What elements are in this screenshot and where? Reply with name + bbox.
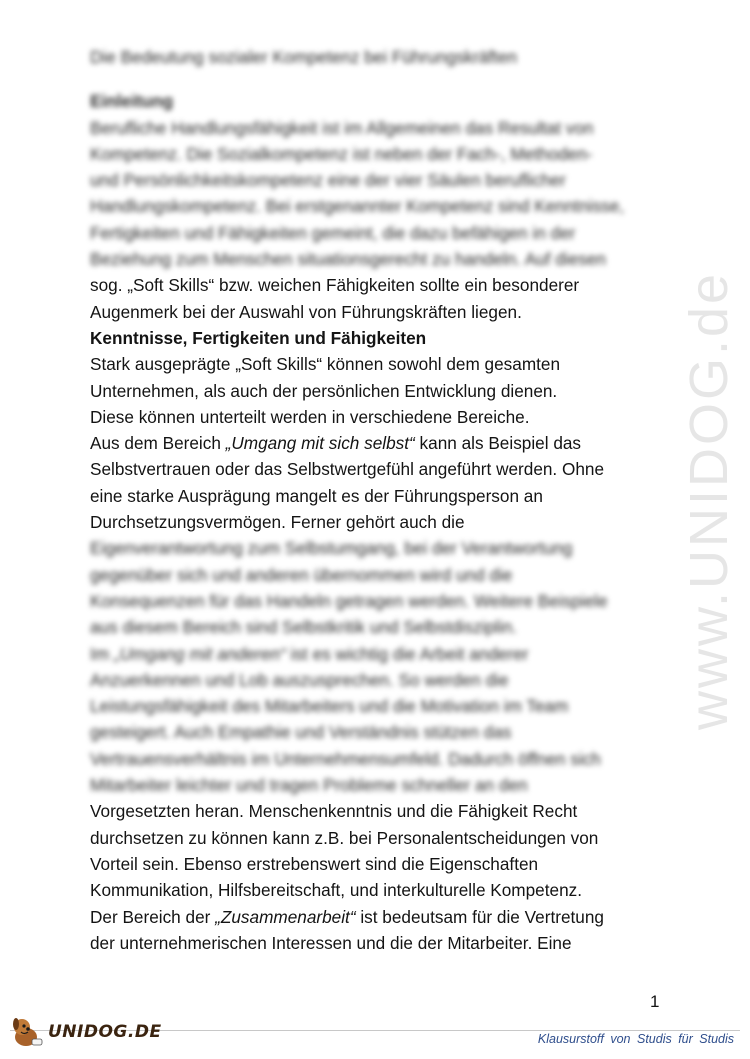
line-text: Konsequenzen für das Handeln getragen werden. Weitere Beispiele — [90, 590, 608, 611]
section-heading: Einleitung — [90, 91, 174, 112]
paragraph-line — [90, 141, 660, 167]
paragraph-line — [90, 746, 660, 772]
line-text: gegenüber sich und anderen übernommen wird und die — [90, 564, 513, 585]
paragraph-line — [90, 509, 660, 535]
paragraph-line — [90, 825, 660, 851]
line-text: Mitarbeiter leichter und tragen Probleme schneller an den — [90, 775, 528, 796]
emphasized-term: „Umgang mit anderen“ — [113, 643, 286, 664]
document-title: Die Bedeutung sozialer Kompetenz bei Führungskräften — [90, 47, 518, 67]
paragraph-line — [90, 299, 660, 325]
paragraph-line — [90, 798, 660, 824]
paragraph-line — [90, 772, 660, 798]
paragraph-line — [90, 719, 660, 745]
line-text: durchsetzen zu können kann z.B. bei Personalentscheidungen von — [90, 827, 599, 848]
paragraph-line — [90, 378, 660, 404]
emphasized-term: „Umgang mit sich selbst“ — [225, 433, 415, 454]
paragraph-line — [90, 614, 660, 640]
paragraph-line — [90, 193, 660, 219]
watermark: www.UNIDOG.de — [679, 270, 739, 730]
paragraph-line — [90, 220, 660, 246]
page-number: 1 — [650, 992, 660, 1011]
emphasized-term: „Zusammenarbeit“ — [215, 906, 356, 927]
line-text: Stark ausgeprägte „Soft Skills“ können sowohl dem gesamten — [90, 354, 561, 375]
paragraph-line — [90, 851, 660, 877]
line-text: aus diesem Bereich sind Selbstkritik und Selbstdisziplin. — [90, 617, 518, 638]
line-text: Vorgesetzten heran. Menschenkenntnis und die Fähigkeit Recht — [90, 801, 578, 822]
line-text: Diese können unterteilt werden in verschiedene Bereiche. — [90, 406, 530, 427]
paragraph-line — [90, 667, 660, 693]
line-text: Augenmerk bei der Auswahl von Führungskräften liegen. — [90, 301, 522, 322]
line-text: und Persönlichkeitskompetenz eine der vier Säulen beruflicher — [90, 170, 566, 191]
paragraph-line — [90, 456, 660, 482]
line-text: Berufliche Handlungsfähigkeit ist im Allgemeinen das Resultat von — [90, 117, 594, 138]
line-text: Leistungsfähigkeit des Mitarbeiters und die Motivation im Team — [90, 696, 569, 717]
paragraph-line — [90, 930, 660, 956]
logo-text: UNIDOG.DE — [48, 1022, 162, 1042]
paragraph-line — [90, 877, 660, 903]
unidog-logo — [8, 1015, 162, 1049]
line-text: Durchsetzungsvermögen. Ferner gehört auch die — [90, 512, 465, 533]
line-text: Aus dem Bereich — [90, 433, 226, 454]
line-text: Handlungskompetenz. Bei erstgenannter Kompetenz sind Kenntnisse, — [90, 196, 625, 217]
line-text-continued: ist es wichtig die Arbeit anderer — [285, 643, 529, 664]
dog-mascot-icon — [8, 1015, 44, 1049]
paragraph-line — [90, 404, 660, 430]
line-text-continued: kann als Beispiel das — [414, 433, 582, 454]
line-text: Vorteil sein. Ebenso erstrebenswert sind die Eigenschaften — [90, 853, 539, 874]
line-text: Kommunikation, Hilfsbereitschaft, und interkulturelle Kompetenz. — [90, 880, 582, 901]
paragraph-line — [90, 562, 660, 588]
line-text: Eigenverantwortung zum Selbstumgang, bei der Verantwortung — [90, 538, 573, 559]
line-text: sog. „Soft Skills“ bzw. weichen Fähigkeiten sollte ein besonderer — [90, 275, 580, 296]
line-text: Vertrauensverhältnis im Unternehmensumfeld. Dadurch öffnen sich — [90, 748, 601, 769]
line-text-continued: ist bedeutsam für die Vertretung — [355, 906, 604, 927]
paragraph-line — [90, 246, 660, 272]
line-text: der unternehmerischen Interessen und die der Mitarbeiter. Eine — [90, 932, 572, 953]
line-text: gesteigert. Auch Empathie und Verständnis stützen das — [90, 722, 512, 743]
paragraph-line — [90, 272, 660, 298]
paragraph-line — [90, 588, 660, 614]
line-text: Selbstvertrauen oder das Selbstwertgefühl angeführt werden. Ohne — [90, 459, 605, 480]
paragraph-line — [90, 904, 660, 930]
section-heading: Kenntnisse, Fertigkeiten und Fähigkeiten — [90, 327, 427, 348]
line-text: Unternehmen, als auch der persönlichen Entwicklung dienen. — [90, 380, 558, 401]
line-text: Im — [90, 643, 114, 664]
line-text: Beziehung zum Menschen situationsgerecht zu handeln. Auf diesen — [90, 249, 606, 270]
paragraph-line — [90, 351, 660, 377]
paragraph-line — [90, 535, 660, 561]
paragraph-line — [90, 693, 660, 719]
footer-tagline: Klausurstoff von Studis für Studis — [537, 1032, 734, 1046]
line-text: Fertigkeiten und Fähigkeiten gemeint, die dazu befähigen in der — [90, 222, 576, 243]
paragraph-line — [90, 167, 660, 193]
document-body — [90, 44, 660, 956]
paragraph-line — [90, 115, 660, 141]
line-text: Anzuerkennen und Lob auszusprechen. So werden die — [90, 669, 509, 690]
line-text: eine starke Ausprägung mangelt es der Führungsperson an — [90, 485, 543, 506]
line-text: Der Bereich der — [90, 906, 216, 927]
paragraph-line — [90, 430, 660, 456]
paragraph-line — [90, 641, 660, 667]
line-text: Kompetenz. Die Sozialkompetenz ist neben der Fach-, Methoden- — [90, 143, 593, 164]
paragraph-line — [90, 483, 660, 509]
